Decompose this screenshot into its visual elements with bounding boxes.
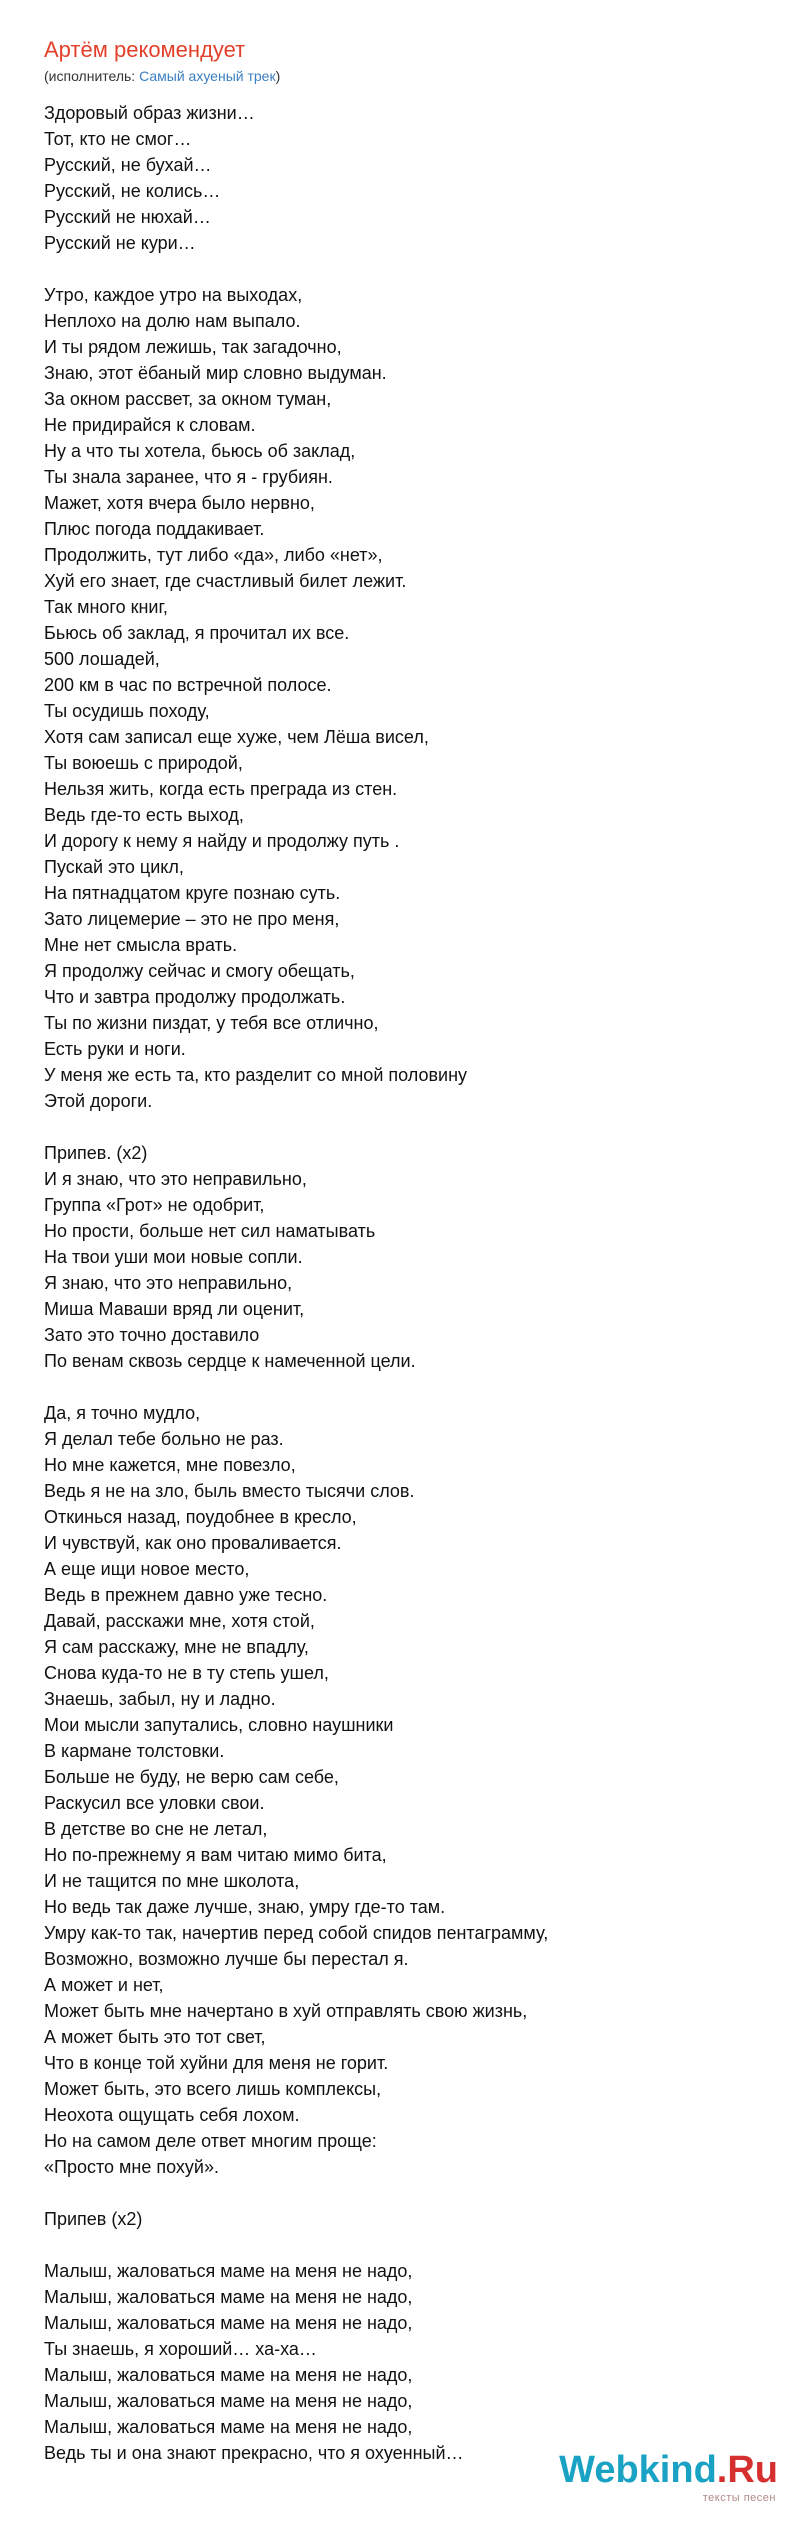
- lyric-line: За окном рассвет, за окном туман,: [44, 389, 332, 409]
- lyric-line: В детстве во сне не летал,: [44, 1819, 268, 1839]
- lyric-line: Утро, каждое утро на выходах,: [44, 285, 303, 305]
- lyric-line: Группа «Грот» не одобрит,: [44, 1195, 265, 1215]
- lyric-line: Снова куда-то не в ту степь ушел,: [44, 1663, 329, 1683]
- lyric-line: Но прости, больше нет сил наматывать: [44, 1221, 376, 1241]
- lyric-line: «Просто мне похуй».: [44, 2157, 219, 2177]
- lyric-line: Возможно, возможно лучше бы перестал я.: [44, 1949, 409, 1969]
- lyric-line: Русский не кури…: [44, 233, 196, 253]
- lyric-line: Мажет, хотя вчера было нервно,: [44, 493, 315, 513]
- lyric-line: Бьюсь об заклад, я прочитал их все.: [44, 623, 350, 643]
- lyric-line: Я знаю, что это неправильно,: [44, 1273, 293, 1293]
- lyric-line: Может быть мне начертано в хуй отправлять свою жизнь,: [44, 2001, 528, 2021]
- meta-suffix: ): [275, 68, 281, 84]
- lyric-line: И я знаю, что это неправильно,: [44, 1169, 307, 1189]
- lyric-line: Малыш, жаловаться маме на меня не надо,: [44, 2365, 413, 2385]
- song-meta: [44, 67, 774, 85]
- lyric-line: Неплохо на долю нам выпало.: [44, 311, 301, 331]
- stanza-gap: [44, 1114, 774, 1140]
- lyric-line: Здоровый образ жизни…: [44, 103, 255, 123]
- lyric-line: Тот, кто не смог…: [44, 129, 192, 149]
- lyric-line: Но ведь так даже лучше, знаю, умру где-то там.: [44, 1897, 446, 1917]
- lyric-line: Есть руки и ноги.: [44, 1039, 186, 1059]
- stanza-gap: [44, 1374, 774, 1400]
- lyric-line: Ты осудишь походу,: [44, 701, 210, 721]
- lyric-line: Знаю, этот ёбаный мир словно выдуман.: [44, 363, 387, 383]
- lyric-line: Ты знаешь, я хороший… ха-ха…: [44, 2339, 317, 2359]
- artist-link[interactable]: Самый ахуеный трек: [139, 68, 276, 84]
- lyric-line: Что и завтра продолжу продолжать.: [44, 987, 346, 1007]
- stanza-gap: [44, 256, 774, 282]
- lyric-line: Припев (x2): [44, 2209, 143, 2229]
- watermark-brand-tld: .Ru: [716, 2449, 778, 2491]
- lyric-line: Плюс погода поддакивает.: [44, 519, 265, 539]
- lyrics-text: [44, 100, 774, 2466]
- lyric-line: На пятнадцатом круге познаю суть.: [44, 883, 341, 903]
- lyric-line: Знаешь, забыл, ну и ладно.: [44, 1689, 276, 1709]
- lyric-line: Я продолжу сейчас и смогу обещать,: [44, 961, 355, 981]
- lyric-line: По венам сквозь сердце к намеченной цели.: [44, 1351, 416, 1371]
- lyric-line: Ты знала заранее, что я - грубиян.: [44, 467, 333, 487]
- lyric-line: Откинься назад, поудобнее в кресло,: [44, 1507, 357, 1527]
- lyric-line: Но по-прежнему я вам читаю мимо бита,: [44, 1845, 387, 1865]
- lyric-line: Ведь я не на зло, быль вместо тысячи слов.: [44, 1481, 415, 1501]
- lyric-line: А может и нет,: [44, 1975, 164, 1995]
- lyric-line: Мне нет смысла врать.: [44, 935, 238, 955]
- song-page: [44, 36, 774, 2466]
- stanza-gap: [44, 2180, 774, 2206]
- lyric-line: Продолжить, тут либо «да», либо «нет»,: [44, 545, 383, 565]
- lyric-line: Ведь ты и она знают прекрасно, что я охуенный…: [44, 2443, 464, 2463]
- lyric-line: Ведь где-то есть выход,: [44, 805, 244, 825]
- lyric-line: Я делал тебе больно не раз.: [44, 1429, 284, 1449]
- lyric-line: Неохота ощущать себя лохом.: [44, 2105, 300, 2125]
- watermark-logo: [559, 2448, 778, 2510]
- meta-prefix: (исполнитель:: [44, 68, 140, 84]
- lyric-line: И не тащится по мне школота,: [44, 1871, 300, 1891]
- lyric-line: Но мне кажется, мне повезло,: [44, 1455, 296, 1475]
- lyric-line: И дорогу к нему я найду и продолжу путь .: [44, 831, 400, 851]
- stanza-gap: [44, 2232, 774, 2258]
- lyric-line: А может быть это тот свет,: [44, 2027, 266, 2047]
- lyric-line: Ведь в прежнем давно уже тесно.: [44, 1585, 328, 1605]
- lyric-line: Малыш, жаловаться маме на меня не надо,: [44, 2391, 413, 2411]
- lyric-line: Ты воюешь с природой,: [44, 753, 243, 773]
- lyric-line: Малыш, жаловаться маме на меня не надо,: [44, 2261, 413, 2281]
- page-title: Артём рекомендует: [44, 37, 246, 62]
- lyric-line: Я сам расскажу, мне не впадлу,: [44, 1637, 309, 1657]
- lyric-line: Пускай это цикл,: [44, 857, 184, 877]
- lyric-line: Зато лицемерие – это не про меня,: [44, 909, 340, 929]
- lyric-line: Нельзя жить, когда есть преграда из стен.: [44, 779, 398, 799]
- lyric-line: Миша Маваши вряд ли оценит,: [44, 1299, 305, 1319]
- lyric-line: И чувствуй, как оно проваливается.: [44, 1533, 342, 1553]
- lyric-line: Так много книг,: [44, 597, 168, 617]
- lyric-line: Хуй его знает, где счастливый билет лежит.: [44, 571, 407, 591]
- lyric-line: Русский, не колись…: [44, 181, 221, 201]
- lyric-line: Малыш, жаловаться маме на меня не надо,: [44, 2417, 413, 2437]
- lyric-line: И ты рядом лежишь, так загадочно,: [44, 337, 342, 357]
- lyric-line: Русский, не бухай…: [44, 155, 212, 175]
- lyric-line: Может быть, это всего лишь комплексы,: [44, 2079, 382, 2099]
- lyric-line: Раскусил все уловки свои.: [44, 1793, 265, 1813]
- lyric-line: 200 км в час по встречной полосе.: [44, 675, 332, 695]
- lyric-line: 500 лошадей,: [44, 649, 160, 669]
- lyric-line: Зато это точно доставило: [44, 1325, 260, 1345]
- lyric-line: Русский не нюхай…: [44, 207, 211, 227]
- lyric-line: Давай, расскажи мне, хотя стой,: [44, 1611, 315, 1631]
- lyric-line: Не придирайся к словам.: [44, 415, 256, 435]
- lyric-line: Умру как-то так, начертив перед собой спидов пентаграмму,: [44, 1923, 549, 1943]
- lyric-line: Припев. (x2): [44, 1143, 148, 1163]
- lyric-line: Больше не буду, не верю сам себе,: [44, 1767, 339, 1787]
- lyric-line: Что в конце той хуйни для меня не горит.: [44, 2053, 389, 2073]
- watermark-subtitle: тексты песен: [702, 2492, 776, 2504]
- lyric-line: Хотя сам записал еще хуже, чем Лёша висел,: [44, 727, 429, 747]
- lyric-line: В кармане толстовки.: [44, 1741, 225, 1761]
- lyric-line: Ты по жизни пиздат, у тебя все отлично,: [44, 1013, 379, 1033]
- lyric-line: Ну а что ты хотела, бьюсь об заклад,: [44, 441, 356, 461]
- lyric-line: Этой дороги.: [44, 1091, 153, 1111]
- lyric-line: Малыш, жаловаться маме на меня не надо,: [44, 2287, 413, 2307]
- lyric-line: Но на самом деле ответ многим проще:: [44, 2131, 377, 2151]
- lyric-line: У меня же есть та, кто разделит со мной половину: [44, 1065, 468, 1085]
- lyric-line: Да, я точно мудло,: [44, 1403, 201, 1423]
- lyric-line: На твои уши мои новые сопли.: [44, 1247, 303, 1267]
- lyric-line: Малыш, жаловаться маме на меня не надо,: [44, 2313, 413, 2333]
- watermark-brand-main: Webkind: [559, 2449, 717, 2491]
- lyric-line: Мои мысли запутались, словно наушники: [44, 1715, 394, 1735]
- watermark-brand: [559, 2448, 778, 2492]
- lyric-line: А еще ищи новое место,: [44, 1559, 250, 1579]
